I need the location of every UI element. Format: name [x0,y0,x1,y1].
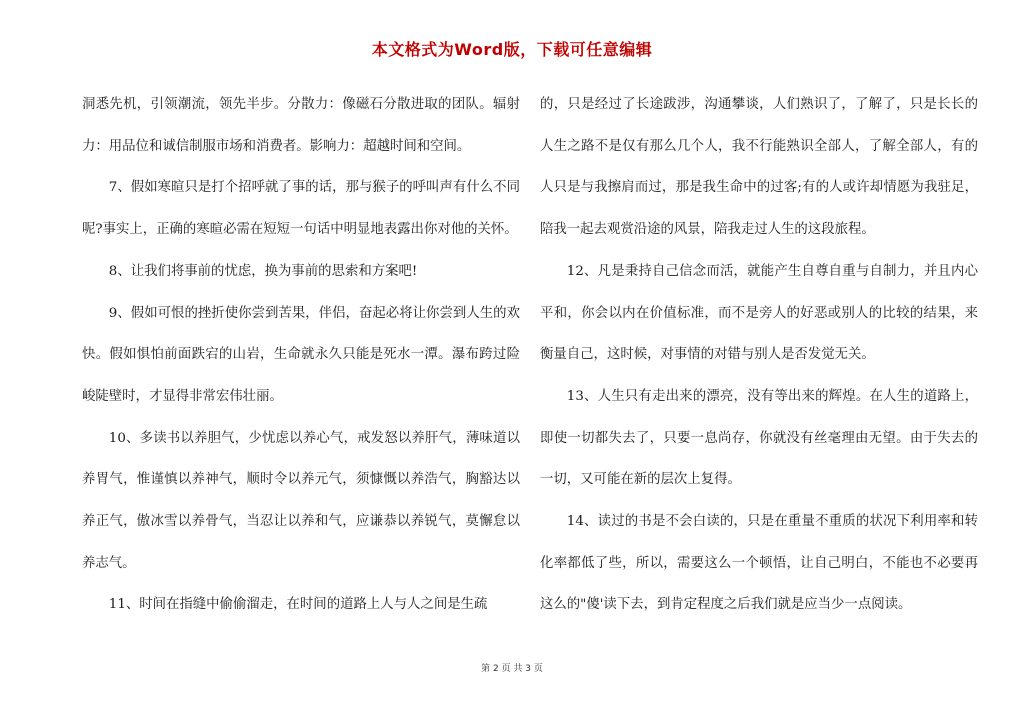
document-banner: 本文格式为Word版，下载可任意编辑 [371,40,653,59]
paragraph: 11、时间在指缝中偷偷溜走，在时间的道路上人与人之间是生疏 [108,597,488,613]
right-column [540,84,978,626]
paragraph: 10、多读书以养胆气，少忧虑以养心气，戒发怒以养肝气，薄味道以养胃气，惟谨慎以养神气，顺时令以养元气，须慷慨以养浩气，胸豁达以养正气，傲冰雪以养骨气，当忍让以养和气，应谦恭以养锐气，莫懈怠以养志气。 [82,430,520,571]
paragraph: 的，只是经过了长途跋涉，沟通攀谈，人们熟识了，了解了，只是长长的人生之路不是仅有那么几个人，我不行能熟识全部人，了解全部人，有的人只是与我擦肩而过，那是我生命中的过客;有的人或许却情愿为我驻足，陪我一起去观赏沿途的风景，陪我走过人生的这段旅程。 [540,97,978,238]
paragraph: 14、读过的书是不会白读的，只是在重量不重质的状况下利用率和转化率都低了些，所以，需要这么一个顿悟，让自己明白，不能也不必要再这么的"傻'读下去，到肯定程度之后我们就是应当少一点阅读。 [540,514,978,613]
paragraph: 洞悉先机，引领潮流，领先半步。分散力：像磁石分散进取的团队。辐射力：用品位和诚信制服市场和消费者。影响力：超越时间和空间。 [82,97,520,154]
paragraph: 13、人生只有走出来的漂亮，没有等出来的辉煌。在人生的道路上，即使一切都失去了，只要一息尚存，你就没有丝毫理由无望。由于失去的一切，又可能在新的层次上复得。 [540,388,978,488]
left-column [82,84,520,626]
paragraph: 7、假如寒暄只是打个招呼就了事的话，那与猴子的呼叫声有什么不同呢?事实上，正确的寒暄必需在短短一句话中明显地表露出你对他的关怀。 [82,180,520,238]
paragraph: 12、凡是秉持自己信念而活，就能产生自尊自重与自制力，并且内心平和，你会以内在价值标准，而不是旁人的好恶或别人的比较的结果，来衡量自己，这时候，对事情的对错与别人是否发觉无关。 [540,263,978,363]
paragraph: 9、假如可恨的挫折使你尝到苦果，伴侣，奋起必将让你尝到人生的欢快。假如惧怕前面跌宕的山岩，生命就永久只能是死水一潭。瀑布跨过险峻陡壁时，才显得非常宏伟壮丽。 [82,305,520,404]
paragraph: 8、让我们将事前的忧虑，换为事前的思索和方案吧! [108,263,418,279]
page-number: 第 2 页 共 3 页 [481,664,543,674]
